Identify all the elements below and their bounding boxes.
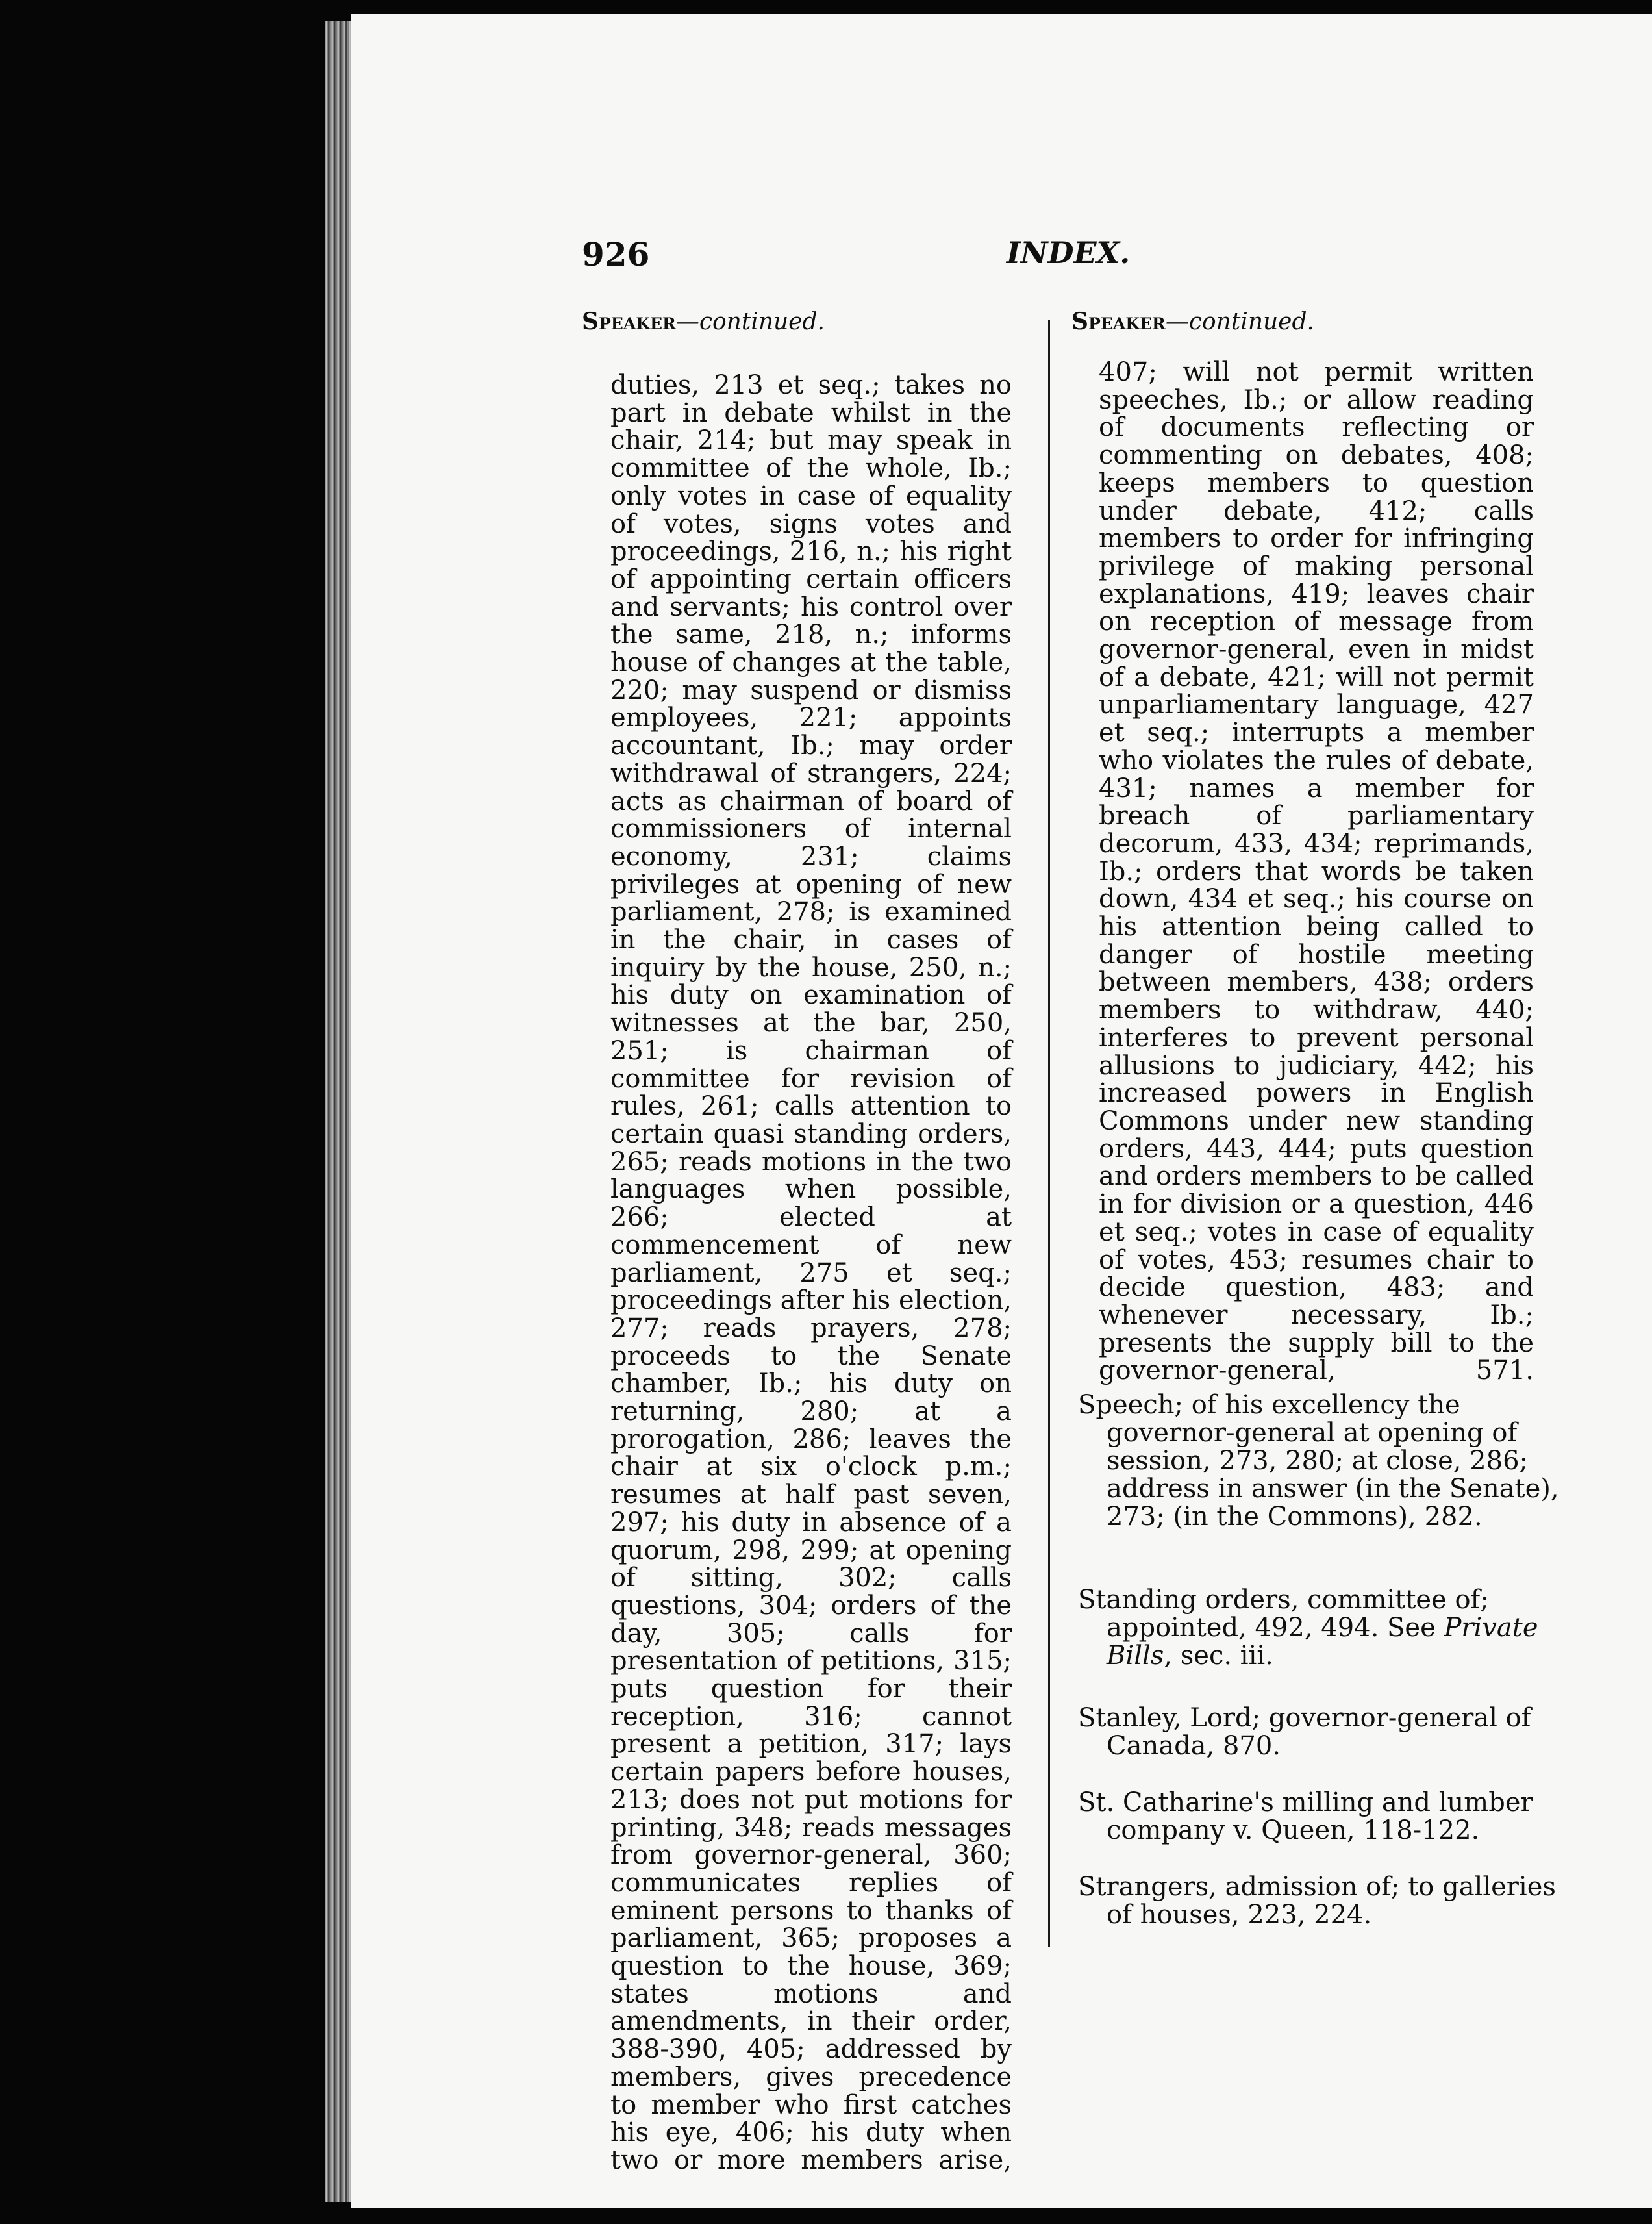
entry-text: Standing orders, committee of; appointed, 492, 494. See	[1078, 1585, 1489, 1643]
left-column-heading	[582, 308, 825, 335]
right-column-heading	[1071, 308, 1314, 335]
column-divider	[1048, 320, 1050, 1947]
left-column-text: duties, 213 et seq.; takes no part in debate whilst in the chair, 214; but may speak in committee of the whole, Ib.; only votes in case of equality of votes, signs votes and proceedings, 216, n.; his right of appointing certain officers and servants; his control over the same, 218, n.; informs house of changes at the table, 220; may suspend or dismiss employees, 221; appoints accountant, Ib.; may order withdrawal of strangers, 224; acts as chairman of board of commissioners of internal economy, 231; claims privileges at opening of new parliament, 278; is examined in the chair, in cases of inquiry by the house, 250, n.; his duty on examination of witnesses at the bar, 250, 251; is chairman of committee for revision of rules, 261; calls attention to certain quasi standing orders, 265; reads motions in the two languages when possible, 266; elected at commencement of new parliament, 275 et seq.; proceedings after his election, 277; reads prayers, 278; proceeds to the Senate chamber, Ib.; his duty on returning, 280; at a prorogation, 286; leaves the chair at six o'clock p.m.; resumes at half past seven, 297; his duty in absence of a quorum, 298, 299; at opening of sitting, 302; calls questions, 304; orders of the day, 305; calls for presentation of petitions, 315; puts question for their reception, 316; cannot present a petition, 317; lays certain papers before houses, 213; does not put motions for printing, 348; reads messages from governor-general, 360; communicates replies of eminent persons to thanks of parliament, 365; proposes a question to the house, 369; states motions and amendments, in their order, 388-390, 405; addressed by members, gives precedence to member who first catches his eye, 406; his duty when two or more members arise,	[610, 370, 1012, 2175]
index-entry-strangers: Strangers, admission of; to galleries of houses, 223, 224.	[1078, 1872, 1556, 1930]
index-entry-speech: Speech; of his excellency the governor-general at opening of session, 273, 280; at close, 286; address in answer (in the Senate), 273; (in the Commons), 282.	[1078, 1390, 1559, 1532]
left-heading-continued: —continued.	[675, 309, 825, 335]
left-heading-term: Speaker	[582, 308, 676, 335]
index-entry-st-catharines: St. Catharine's milling and lumber company v. Queen, 118-122.	[1078, 1788, 1533, 1845]
index-entry-stanley: Stanley, Lord; governor-general of Canada, 870.	[1078, 1703, 1531, 1761]
entry-cross-reference: Private Bills	[1107, 1613, 1538, 1671]
right-heading-term: Speaker	[1071, 308, 1166, 335]
running-head	[351, 235, 1652, 287]
entry-tail: , sec. iii.	[1164, 1641, 1273, 1671]
page	[351, 14, 1652, 2208]
right-heading-continued: —continued.	[1165, 309, 1314, 335]
page-title: INDEX.	[1007, 235, 1131, 270]
right-column-text: 407; will not permit written speeches, Ib.; or allow reading of documents reflecting or commenting on debates, 408; keeps members to question under debate, 412; calls members to order for infringing privilege of making personal explanations, 419; leaves chair on reception of message from governor-general, even in midst of a debate, 421; will not permit unparliamentary language, 427 et seq.; interrupts a member who violates the rules of debate, 431; names a member for breach of parliamentary decorum, 433, 434; reprimands, Ib.; orders that words be taken down, 434 et seq.; his course on his attention being called to danger of hostile meeting between members, 438; orders members to withdraw, 440; interferes to prevent personal allusions to judiciary, 442; his increased powers in English Commons under new standing orders, 443, 444; puts question and orders members to be called in for division or a question, 446 et seq.; votes in case of equality of votes, 453; resumes chair to decide question, 483; and whenever necessary, Ib.; presents the supply bill to the governor-general, 571.	[1099, 357, 1534, 1386]
page-number: 926	[582, 235, 650, 273]
index-entry-standing-orders	[1078, 1586, 1574, 1670]
